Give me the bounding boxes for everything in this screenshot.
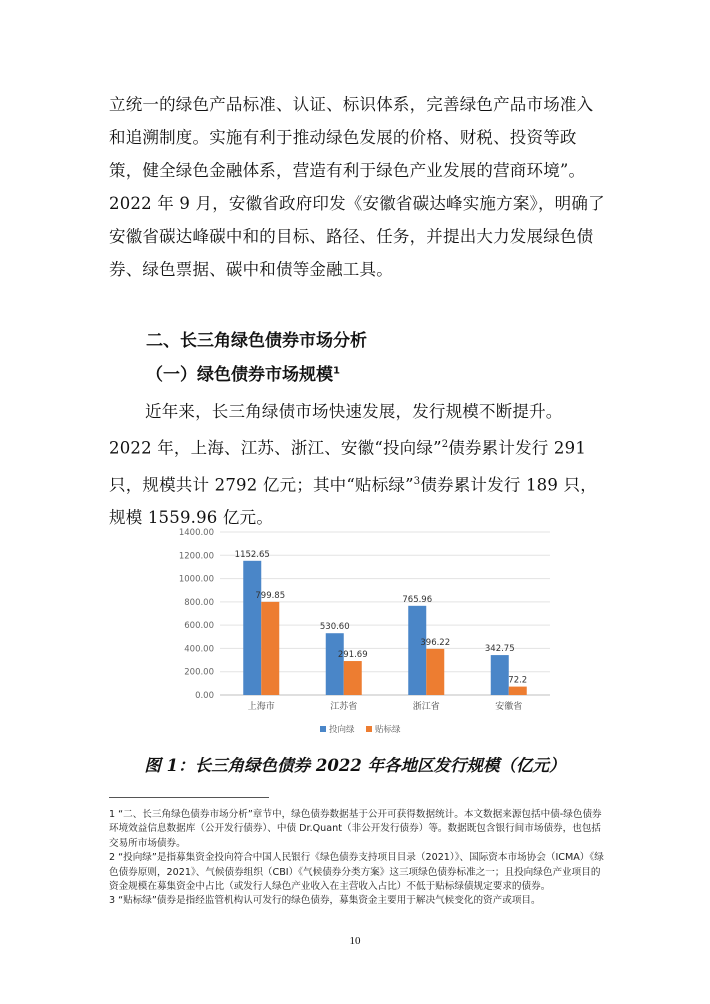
y-tick-label: 1000.00 bbox=[178, 574, 214, 585]
footnote-1: 1 “二、长三角绿色债券市场分析”章节中，绿色债券数据基于公开可获得数据统计。本文数据来源包括中债-绿色债券环境效益信息数据库（公开发行债券）、中债 Dr.Quant（非公开发行债券）等。数据既包含银行间市场债券，也包括交易所市场债券。 bbox=[109, 809, 602, 849]
bar bbox=[326, 633, 344, 695]
y-tick-label: 0.00 bbox=[195, 691, 214, 701]
y-tick-label: 800.00 bbox=[184, 597, 214, 608]
data-label: 799.85 bbox=[255, 590, 286, 601]
y-tick-label: 200.00 bbox=[184, 667, 214, 678]
bar bbox=[408, 606, 426, 695]
subsection-title: （一）绿色债券市场规模 bbox=[146, 365, 333, 385]
paragraph-text-b: 债券累计发行 291 只，规模共计 2792 亿元；其中“贴标绿” bbox=[109, 438, 587, 494]
y-tick-label: 400.00 bbox=[184, 644, 214, 655]
legend-label: 贴标绿 bbox=[375, 725, 401, 735]
data-label: 1152.65 bbox=[234, 549, 270, 560]
bar bbox=[243, 561, 261, 695]
x-tick-label: 上海市 bbox=[247, 702, 275, 712]
footnote-divider bbox=[109, 797, 269, 798]
footnote-ref-1[interactable]: 1 bbox=[333, 365, 340, 377]
footnote-ref-2[interactable]: 2 bbox=[441, 439, 449, 450]
bar bbox=[491, 655, 509, 695]
y-tick-label: 1200.00 bbox=[178, 551, 214, 562]
paragraph-intro: 立统一的绿色产品标准、认证、标识体系，完善绿色产品市场准入和追溯制度。实施有利于推动绿色发展的价格、财税、投资等政策，健全绿色金融体系，营造有利于绿色产业发展的营商环境”。2022 年 9 月，安徽省政府印发《安徽省碳达峰实施方案》，明确了安徽省碳达峰碳中和的目标、路径、任务，并提出大力发展绿色债券、绿色票据、碳中和债等金融工具。 bbox=[109, 95, 605, 279]
bar bbox=[426, 649, 444, 695]
subsection-heading bbox=[146, 360, 340, 385]
x-tick-label: 浙江省 bbox=[412, 702, 440, 712]
data-label: 72.2 bbox=[508, 675, 528, 686]
data-label: 342.75 bbox=[484, 644, 515, 655]
data-label: 530.60 bbox=[319, 622, 350, 633]
bar bbox=[344, 661, 362, 695]
paragraph-text-a: 近年来，长三角绿债市场快速发展，发行规模不断提升。2022 年，上海、江苏、浙江、安徽“投向绿” bbox=[109, 402, 563, 458]
legend-swatch bbox=[320, 726, 326, 732]
footnote-2: 2 “投向绿”是指募集资金投向符合中国人民银行《绿色债券支持项目目录（2021）》、国际资本市场协会（ICMA）《绿色债券原则，2021》、气候债券组织（CBI）《气候债券分类方案》这三项绿色债券标准之一；且投向绿色产业项目的资金规模在募集资金中占比（或发行人绿色产业收入在主营收入占比）不低于贴标绿债规定要求的债券。 bbox=[109, 852, 604, 893]
bar bbox=[261, 602, 279, 695]
x-tick-label: 江苏省 bbox=[330, 702, 358, 712]
paragraph-text-c: 债券累计发行 189 只，规模 1559.96 亿元。 bbox=[109, 475, 597, 527]
figure-caption: 图 1：长三角绿色债券 2022 年各地区发行规模（亿元） bbox=[144, 756, 566, 775]
bar-chart bbox=[150, 520, 560, 740]
page-number: 10 bbox=[349, 935, 361, 947]
x-tick-label: 安徽省 bbox=[495, 702, 523, 712]
data-label: 291.69 bbox=[337, 650, 368, 661]
bar bbox=[509, 687, 527, 695]
footnote-3: 3 “贴标绿”债券是指经监管机构认可发行的绿色债券，募集资金主要用于解决气候变化的资产或项目。 bbox=[109, 895, 541, 907]
legend-swatch bbox=[366, 726, 372, 732]
footnotes bbox=[109, 808, 609, 909]
y-tick-label: 600.00 bbox=[184, 621, 214, 632]
section-heading: 二、长三角绿色债券市场分析 bbox=[146, 331, 367, 351]
legend-label: 投向绿 bbox=[329, 725, 355, 735]
paragraph-market-scale bbox=[109, 395, 605, 534]
data-label: 396.22 bbox=[420, 637, 451, 648]
data-label: 765.96 bbox=[402, 594, 433, 605]
footnote-ref-3[interactable]: 3 bbox=[413, 475, 421, 487]
y-tick-label: 1400.00 bbox=[178, 528, 214, 538]
